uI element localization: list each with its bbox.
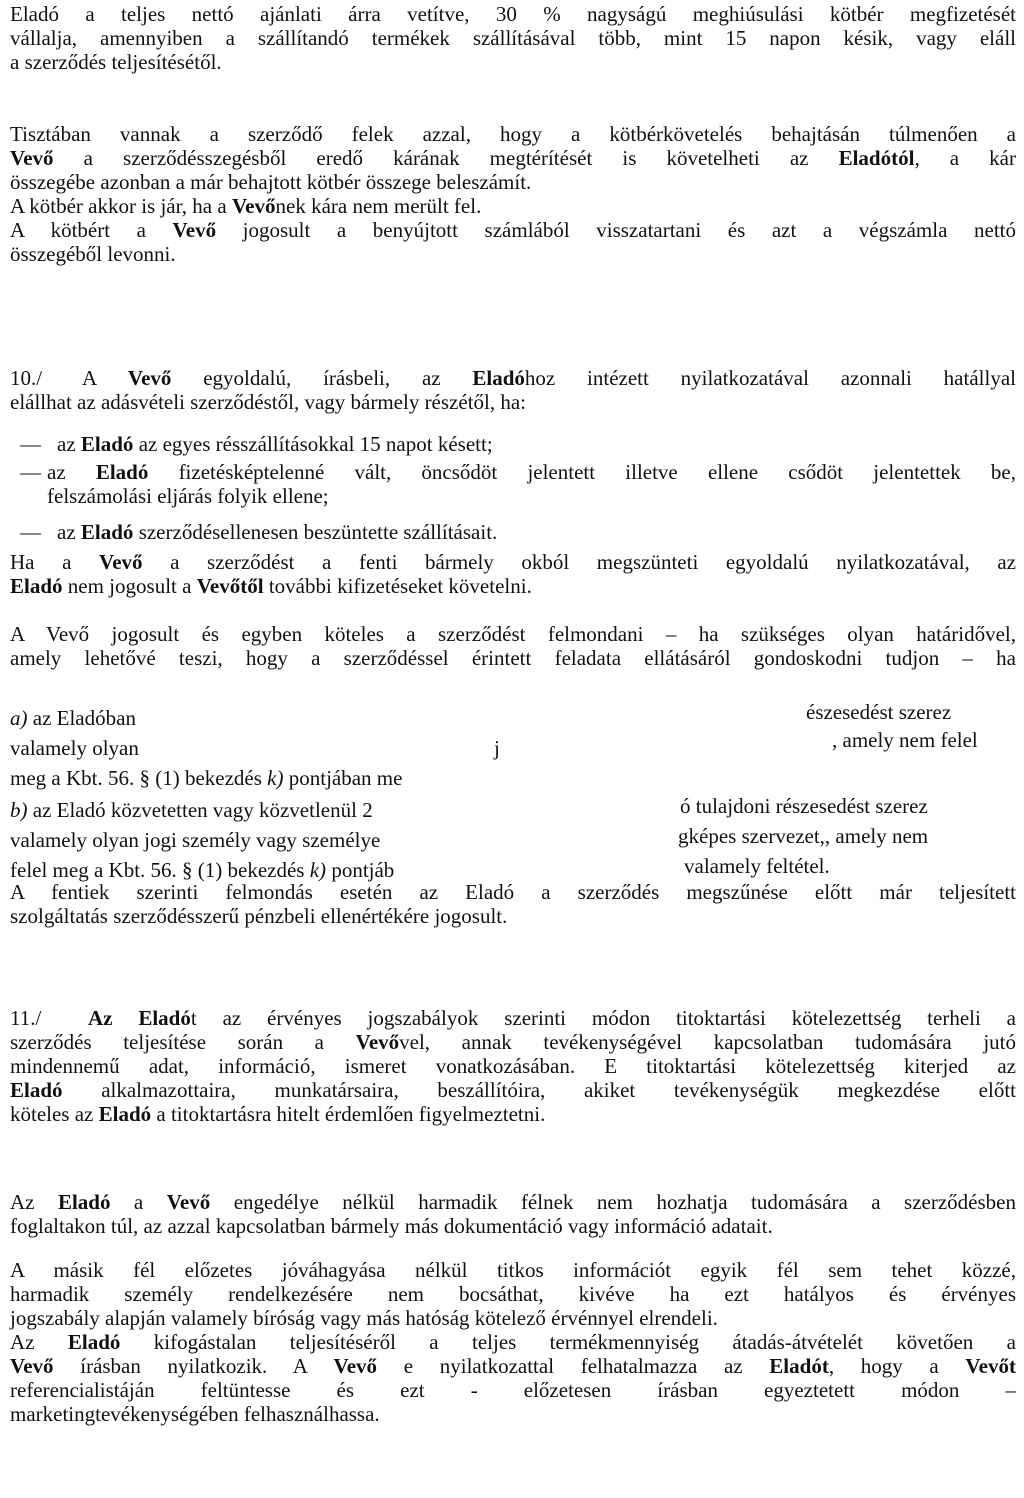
text-line: összegébe azonban a már behajtott kötbér összege beleszámít. (10, 170, 532, 194)
bold-term: Eladó (57, 1190, 111, 1214)
text-fragment: meg a Kbt. 56. § (1) bekezdés k) pontjában me (10, 766, 403, 790)
text-fragment: gképes szervezet,, amely nem (678, 824, 929, 848)
clause-label: b) (10, 798, 28, 822)
text-fragment: valamely olyan (10, 736, 139, 760)
paragraph-damages (10, 122, 1016, 266)
text-line: Eladó a teljes nettó ajánlati árra vetítve, 30 % nagyságú meghiúsulási kötbér megfizetését (10, 2, 1016, 26)
text-line: 11./ Az Eladót az érvényes jogszabályok szerinti módon titoktartási kötelezettség terheli a (10, 1006, 1016, 1030)
bold-term: Eladó (80, 520, 134, 544)
bold-term: Az Eladó (88, 1006, 191, 1030)
list-item: az Eladó az egyes résszállításokkal 15 napot késett; (57, 432, 493, 456)
bold-term: Vevő (10, 1354, 54, 1378)
text-line: Az Eladó a Vevő engedélye nélkül harmadik félnek nem hozhatja tudomására a szerződésben (10, 1190, 1016, 1214)
section-number: 10./ (10, 366, 43, 390)
bold-term: Vevő (166, 1190, 211, 1214)
text-line: referencialistáján feltüntesse és ezt - előzetesen írásban egyeztetett módon – (10, 1378, 1016, 1402)
paragraph-termination (10, 550, 1016, 598)
bold-term: Vevő (231, 194, 276, 218)
paragraph-confidentiality (10, 1258, 1016, 1426)
paragraph-notice (10, 622, 1016, 670)
text-line: Eladó nem jogosult a Vevőtől további kifizetéseket követelni. (10, 574, 532, 598)
bold-term: Eladó (98, 1102, 152, 1126)
paragraph-penalty (10, 2, 1016, 74)
text-line: Vevő a szerződésszegésből eredő kárának megtérítését is követelheti az Eladótól, a kár (10, 146, 1016, 170)
bold-term: Eladó (472, 366, 525, 390)
text-line: A Vevő jogosult és egyben köteles a szerződést felmondani – ha szükséges olyan határidővel, (10, 622, 1016, 646)
dash-bullet: — (20, 432, 41, 456)
text-line: 10./ A Vevő egyoldalú, írásbeli, az Eladóhoz intézett nyilatkozatával azonnali hatállyal (10, 366, 1016, 390)
text-fragment: észesedést szerez (806, 700, 952, 724)
text-fragment: felel meg a Kbt. 56. § (1) bekezdés k) pontjáb (10, 858, 395, 882)
text-fragment: valamely olyan jogi személy vagy személye (10, 828, 381, 852)
section-11 (10, 1006, 1016, 1126)
bold-term: Eladó (10, 574, 63, 598)
text-line: összegéből levonni. (10, 242, 176, 266)
bold-term: Eladót (769, 1354, 829, 1378)
text-line: A másik fél előzetes jóváhagyása nélkül titkos információt egyik fél sem tehet közzé, (10, 1258, 1016, 1282)
text-line: Eladó alkalmazottaira, munkatársaira, beszállítóira, akiket tevékenységük megkezdése előtt (10, 1078, 1016, 1102)
text-fragment: ó tulajdoni részesedést szerez (680, 794, 928, 818)
text-line: vállalja, amennyiben a szállítandó termékek szállításával több, mint 15 napon késik, vagy eláll (10, 26, 1016, 50)
list-item: az Eladó fizetésképtelenné vált, öncsődöt jelentett illetve ellene csődöt jelentettek be, felszámolási eljárás folyik ellene; (47, 460, 1016, 508)
text-line: marketingtevékenységében felhasználhassa. (10, 1402, 380, 1426)
text-fragment: , amely nem felel (832, 728, 978, 752)
bold-term: Eladó (80, 432, 134, 456)
text-line: mindennemű adat, információ, ismeret vonatkozásában. E titoktartási kötelezettség kiterjed az (10, 1054, 1016, 1078)
bold-term: Vevő (10, 146, 54, 170)
bold-term: Vevőtől (196, 574, 264, 598)
bold-term: Vevő (172, 218, 217, 242)
text-line: A kötbér akkor is jár, ha a Vevőnek kára nem merült fel. (10, 194, 482, 218)
bold-term: Vevő (98, 550, 143, 574)
dash-bullet: — (20, 520, 41, 544)
text-line: foglaltakon túl, az azzal kapcsolatban bármely más dokumentáció vagy információ adatait. (10, 1214, 773, 1238)
paragraph-consideration (10, 880, 1016, 928)
text-line: elállhat az adásvételi szerződéstől, vagy bármely részétől, ha: (10, 390, 527, 414)
bold-term: Eladótól (838, 146, 915, 170)
text-line: Ha a Vevő a szerződést a fenti bármely okból megszünteti egyoldalú nyilatkozatával, az (10, 550, 1016, 574)
text-line: A fentiek szerinti felmondás esetén az Eladó a szerződés megszűnése előtt már teljesített (10, 880, 1016, 904)
bold-term: Eladó (10, 1078, 63, 1102)
bold-term: Vevő (127, 366, 172, 390)
fragmented-clauses (0, 700, 1024, 886)
text-line: Tisztában vannak a szerződő felek azzal, hogy a kötbérkövetelés behajtásán túlmenően a (10, 122, 1016, 146)
text-line: A kötbért a Vevő jogosult a benyújtott számlából visszatartani és azt a végszámla nettó (10, 218, 1016, 242)
dash-bullet: — (20, 460, 41, 484)
bold-term: Eladó (67, 1330, 121, 1354)
bold-term: Eladó (95, 460, 149, 484)
text-line: jogszabály alapján valamely bíróság vagy más hatóság kötelező érvénnyel elrendeli. (10, 1306, 718, 1330)
text-fragment: valamely feltétel. (684, 854, 830, 878)
text-line: amely lehetővé teszi, hogy a szerződéssel érintett feladata ellátásáról gondoskodni tudjon – ha (10, 646, 1016, 670)
clause-b: b) az Eladó közvetetten vagy közvetlenül 2 (10, 798, 373, 822)
text-line: harmadik személy rendelkezésére nem bocsáthat, kivéve ha ezt hatályos és érvényes (10, 1282, 1016, 1306)
text-line: szolgáltatás szerződésszerű pénzbeli ellenértékére jogosult. (10, 904, 508, 928)
section-number: 11./ (10, 1006, 42, 1030)
condition-list (10, 432, 1016, 542)
text-line: köteles az Eladó a titoktartásra hitelt érdemlően figyelmeztetni. (10, 1102, 546, 1126)
bold-term: Vevő (355, 1030, 400, 1054)
clause-label: a) (10, 706, 28, 730)
bold-term: Vevőt (965, 1354, 1016, 1378)
clause-a: a) az Eladóban (10, 706, 136, 730)
bold-term: Vevő (333, 1354, 378, 1378)
section-10 (10, 366, 1016, 414)
list-item: az Eladó szerződésellenesen beszüntette szállításait. (57, 520, 498, 544)
text-line: szerződés teljesítése során a Vevővel, annak tevékenységével kapcsolatban tudomására jutó (10, 1030, 1017, 1054)
text-line: Az Eladó kifogástalan teljesítéséről a teljes termékmennyiség átadás-átvételét követően a (10, 1330, 1016, 1354)
text-line: a szerződés teljesítésétől. (10, 50, 222, 74)
paragraph-disclosure (10, 1190, 1016, 1238)
text-fragment: j (494, 736, 500, 760)
text-line: Vevő írásban nyilatkozik. A Vevő e nyilatkozattal felhatalmazza az Eladót, hogy a Vevőt (10, 1354, 1016, 1378)
